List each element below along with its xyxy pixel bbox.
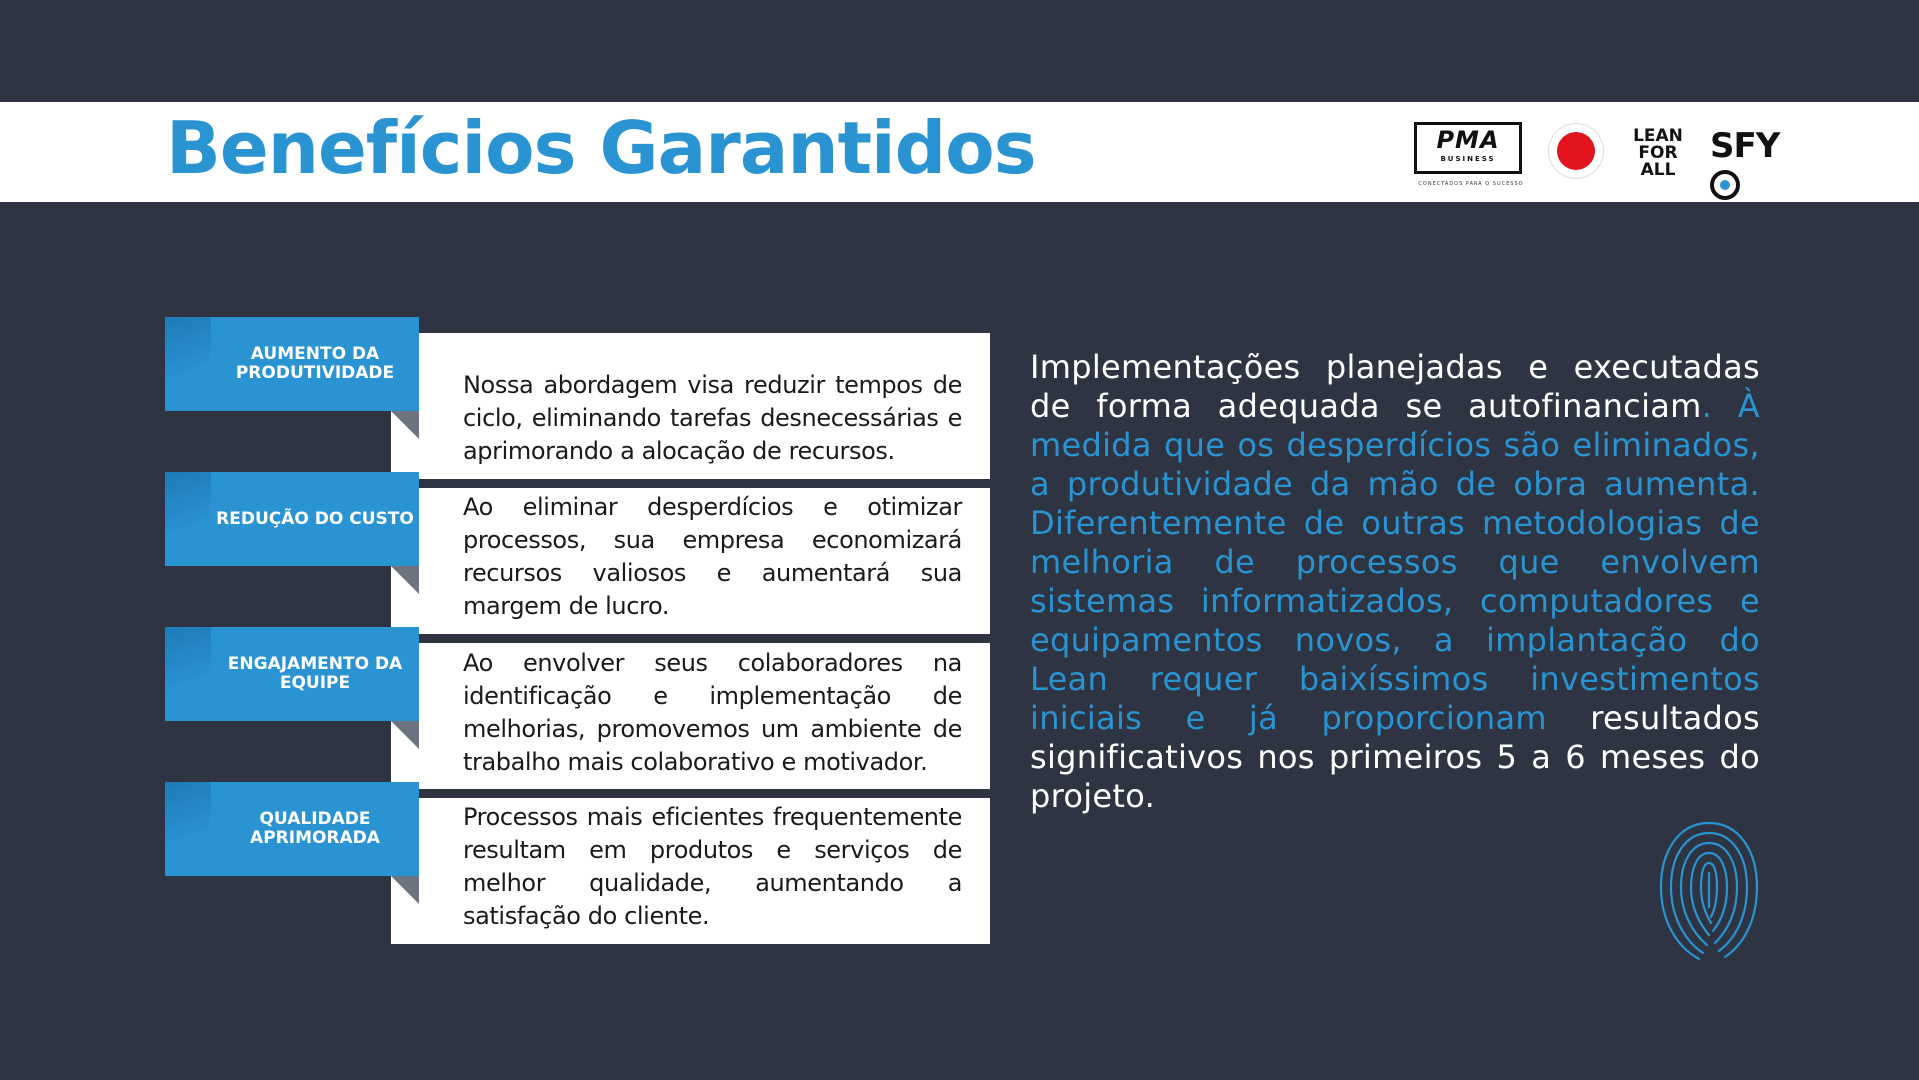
benefit-item-quality <box>165 782 990 944</box>
paragraph-part-blue: . À medida que os desperdícios são eliminados, a produtividade da mão de obra aumenta. Diferentemente de outras metodologias de melhoria de processos que envolvem sistemas informatizados, computadores e equipamentos novos, a implantação do Lean requer baixíssimos investimentos iniciais e já proporcionam <box>1030 387 1760 737</box>
benefit-text: Nossa abordagem visa reduzir tempos de ciclo, eliminando tarefas desnecessárias e aprimorando a alocação de recursos. <box>463 371 962 465</box>
benefit-flag <box>165 782 419 876</box>
fingerprint-icon <box>1655 817 1763 964</box>
benefit-card <box>391 643 990 789</box>
lean-for-all-logo <box>1622 128 1694 179</box>
benefit-text: Ao eliminar desperdícios e otimizar processos, sua empresa economizará recursos valiosos e aumentará sua margem de lucro. <box>463 493 962 620</box>
paragraph-part-white: Implementações planejadas e executadas de forma adequada se autofinanciam <box>1030 348 1760 425</box>
benefit-label: QUALIDADE APRIMORADA <box>250 809 380 848</box>
benefit-text: Ao envolver seus colaboradores na identificação e implementação de melhorias, promovemos um ambiente de trabalho mais colaborativo e motivador. <box>463 649 962 776</box>
fold-shadow <box>391 721 419 749</box>
pma-business-logo <box>1414 122 1524 187</box>
pma-logo-text: PMA <box>1436 126 1500 154</box>
eye-icon <box>1710 170 1740 200</box>
fold-shadow <box>391 411 419 439</box>
sfy-logo <box>1710 126 1779 206</box>
page-title: Benefícios Garantidos <box>166 106 1036 190</box>
fold-shadow <box>391 566 419 594</box>
benefit-label: REDUÇÃO DO CUSTO <box>216 508 414 529</box>
benefit-item-engagement <box>165 627 990 789</box>
red-circle-logo <box>1548 123 1604 179</box>
benefit-flag <box>165 627 419 721</box>
benefit-card <box>391 488 990 634</box>
benefit-text: Processos mais eficientes frequentemente resultam em produtos e serviços de melhor qualidade, aumentando a satisfação do cliente. <box>463 803 962 930</box>
lean-logo-line1: LEAN <box>1633 126 1683 146</box>
benefit-flag <box>165 317 419 411</box>
lean-description-paragraph <box>1030 348 1760 816</box>
benefit-flag <box>165 472 419 566</box>
benefit-label: AUMENTO DA PRODUTIVIDADE <box>235 344 395 383</box>
benefit-item-productivity <box>165 317 990 479</box>
benefit-label: ENGAJAMENTO DA EQUIPE <box>227 654 403 693</box>
benefit-item-cost <box>165 472 990 634</box>
pma-logo-sub: BUSINESS <box>1440 155 1496 163</box>
pma-logo-tag: CONECTADOS PARA O SUCESSO <box>1418 181 1524 187</box>
paragraph-part-white-end: resultados significativos nos primeiros 5 a 6 meses do projeto. <box>1030 699 1760 815</box>
benefit-card <box>391 333 990 479</box>
lean-logo-line2: FOR ALL <box>1638 143 1678 180</box>
fold-shadow <box>391 876 419 904</box>
sfy-logo-text: SFY <box>1710 126 1780 166</box>
benefit-card <box>391 798 990 944</box>
